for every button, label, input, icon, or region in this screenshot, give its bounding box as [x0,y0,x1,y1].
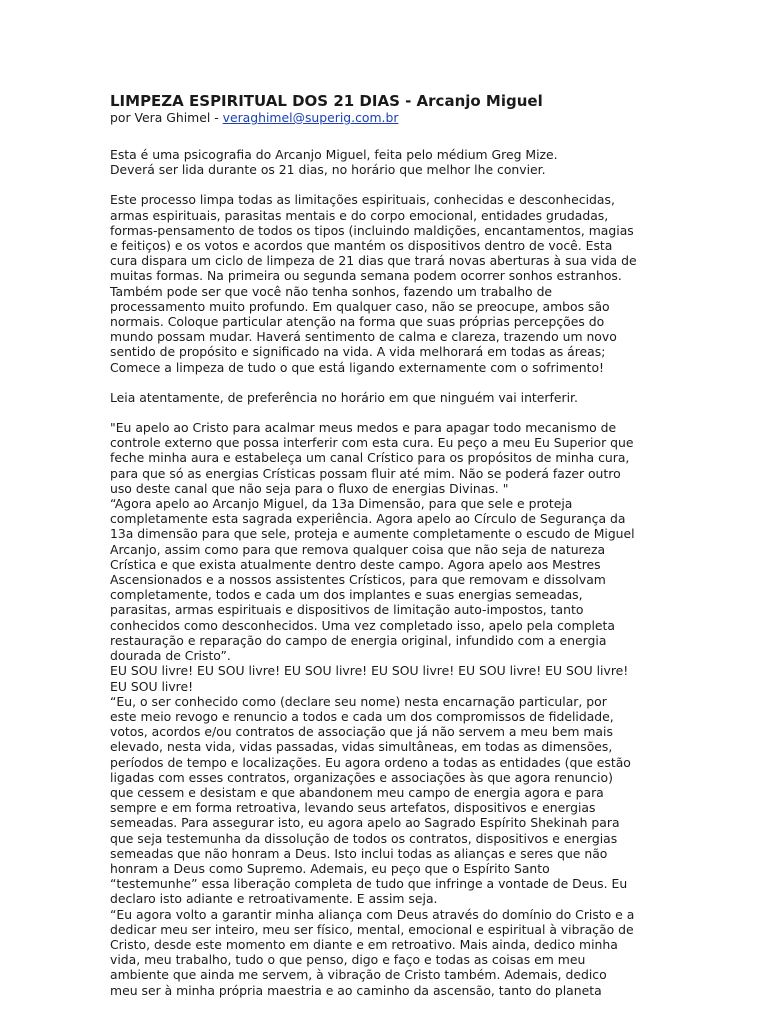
text-line: Cristo, desde este momento em diante e em retroativo. Mais ainda, dedico minha [110,936,618,952]
text-line: parasitas, armas espirituais e dispositivos de limitação auto-impostos, tanto [110,602,584,618]
text-line: semeadas que não honram a Deus. Isto inclui todas as alianças e seres que não [110,845,608,861]
text-line: conhecidos como desconhecidos. Uma vez completado isso, apelo pela completa [110,617,615,633]
text-line: declaro isto adiante e retroativamente. E assim seja. [110,891,438,907]
text-line: uso deste canal que não seja para o fluxo de energias Divinas. " [110,480,509,496]
text-line: sempre e em forma retroativa, levando seus artefatos, dispositivos e energias [110,800,596,816]
paragraph [110,420,668,998]
text-line: completamente esta sagrada experiência. Agora apelo ao Círculo de Segurança da [110,511,626,527]
byline-author: por Vera Ghimel - [110,110,223,125]
text-line: “Eu, o ser conhecido como (declare seu nome) nesta encarnação particular, por [110,693,607,709]
document-title: LIMPEZA ESPIRITUAL DOS 21 DIAS - Arcanjo Miguel [110,92,543,110]
text-line: semeadas. Para assegurar isto, eu agora apelo ao Sagrado Espírito Shekinah para [110,815,620,831]
text-line: Comece a limpeza de tudo o que está ligando externamente com o sofrimento! [110,359,604,375]
text-line: Também pode ser que você não tenha sonhos, fazendo um trabalho de [110,283,553,299]
paragraph [110,147,668,177]
paragraph [110,390,668,405]
byline [110,110,668,126]
text-line: dedicar meu ser inteiro, meu ser físico, mental, emocional e espiritual à vibração de [110,921,634,937]
text-line: Esta é uma psicografia do Arcanjo Miguel, feita pelo médium Greg Mize. [110,147,558,162]
text-line: que cessem e desistam e que abandonem meu campo de energia agora e para [110,784,604,800]
text-line: processamento muito profundo. Em qualquer caso, não se preocupe, ambos são [110,298,610,314]
text-line: dourada de Cristo”. [110,648,231,664]
text-line: votos, acordos e/ou contratos de associação que já não servem a meu bem mais [110,724,613,740]
text-line: honram a Deus como Supremo. Ademais, eu peço que o Espírito Santo [110,860,550,876]
text-line: este meio revogo e renuncio a todos e cada um dos compromissos de fidelidade, [110,708,614,724]
text-line: EU SOU livre! EU SOU livre! EU SOU livre! EU SOU livre! EU SOU livre! EU SOU livre! [110,663,629,679]
text-line: Arcanjo, assim como para que remova qualquer coisa que não seja de natureza [110,541,606,557]
text-line: sentido de propósito e significado na vida. A vida melhorará em todas as áreas; [110,344,606,360]
text-line: Ascensionados e a nossos assistentes Crísticos, para que removam e dissolvam [110,572,606,588]
text-line: ambiente que ainda me servem, à vibração de Cristo também. Ademais, dedico [110,967,607,983]
text-line: normais. Coloque particular atenção na forma que suas próprias percepções do [110,314,605,330]
text-line: Deverá ser lida durante os 21 dias, no horário que melhor lhe convier. [110,162,546,178]
text-line: Leia atentamente, de preferência no horário em que ninguém vai interferir. [110,389,578,405]
text-line: completamente, todos e cada um dos implantes e suas energias semeadas, [110,587,583,603]
text-line: ligadas com esses contratos, organizações e associações às que agora renuncio) [110,769,613,785]
text-line: armas espirituais, parasitas mentais e do corpo emocional, entidades grudadas, [110,207,609,223]
text-line: muitas formas. Na primeira ou segunda semana podem ocorrer sonhos estranhos. [110,268,622,284]
text-line: feche minha aura e estabeleça um canal Crístico para os propósitos de minha cura, [110,450,630,466]
text-line: restauração e reparação do campo de energia original, infundido com a energia [110,632,607,648]
text-line: 13a dimensão para que sele, proteja e aumente completamente o escudo de Miguel [110,526,635,542]
text-line: formas-pensamento de todos os tipos (incluindo maldições, encantamentos, magias [110,222,634,238]
text-line: Este processo limpa todas as limitações espirituais, conhecidas e desconhecidas, [110,192,615,208]
author-email-link[interactable]: veraghimel@superig.com.br [222,110,399,125]
text-line: Crística e que exista atualmente dentro deste campo. Agora apelo aos Mestres [110,556,601,572]
text-line: "Eu apelo ao Cristo para acalmar meus medos e para apagar todo mecanismo de [110,420,617,436]
text-line: “Eu agora volto a garantir minha aliança com Deus através do domínio do Cristo e a [110,906,635,922]
text-line: para que só as energias Crísticas possam fluir até mim. Não se poderá fazer outro [110,465,621,481]
text-line: períodos de tempo e localizações. Eu agora ordeno a todas as entidades (que estão [110,754,631,770]
text-line: que seja testemunha da dissolução de todos os contratos, dispositivos e energias [110,830,618,846]
text-line: “testemunhe” essa liberação completa de tudo que infringe a vontade de Deus. Eu [110,876,628,892]
text-line: “Agora apelo ao Arcanjo Miguel, da 13a Dimensão, para que sele e proteja [110,496,573,512]
text-line: e feitiços) e os votos e acordos que mantém os dispositivos dentro de você. Esta [110,238,613,254]
text-line: mundo possam mudar. Haverá sentimento de calma e clareza, trazendo um novo [110,329,617,345]
text-line: EU SOU livre! [110,678,194,694]
text-line: cura dispara um ciclo de limpeza de 21 dias que trará novas aberturas à sua vida de [110,253,637,269]
text-line: controle externo que possa interferir com esta cura. Eu peço a meu Eu Superior que [110,435,634,451]
document-body [110,147,668,998]
text-line: vida, meu trabalho, tudo o que penso, digo e faço e todas as coisas em meu [110,952,586,968]
text-line: meu ser à minha própria maestria e ao caminho da ascensão, tanto do planeta [110,982,602,998]
text-line: elevado, nesta vida, vidas passadas, vidas simultâneas, em todas as dimensões, [110,739,613,755]
paragraph [110,192,668,374]
